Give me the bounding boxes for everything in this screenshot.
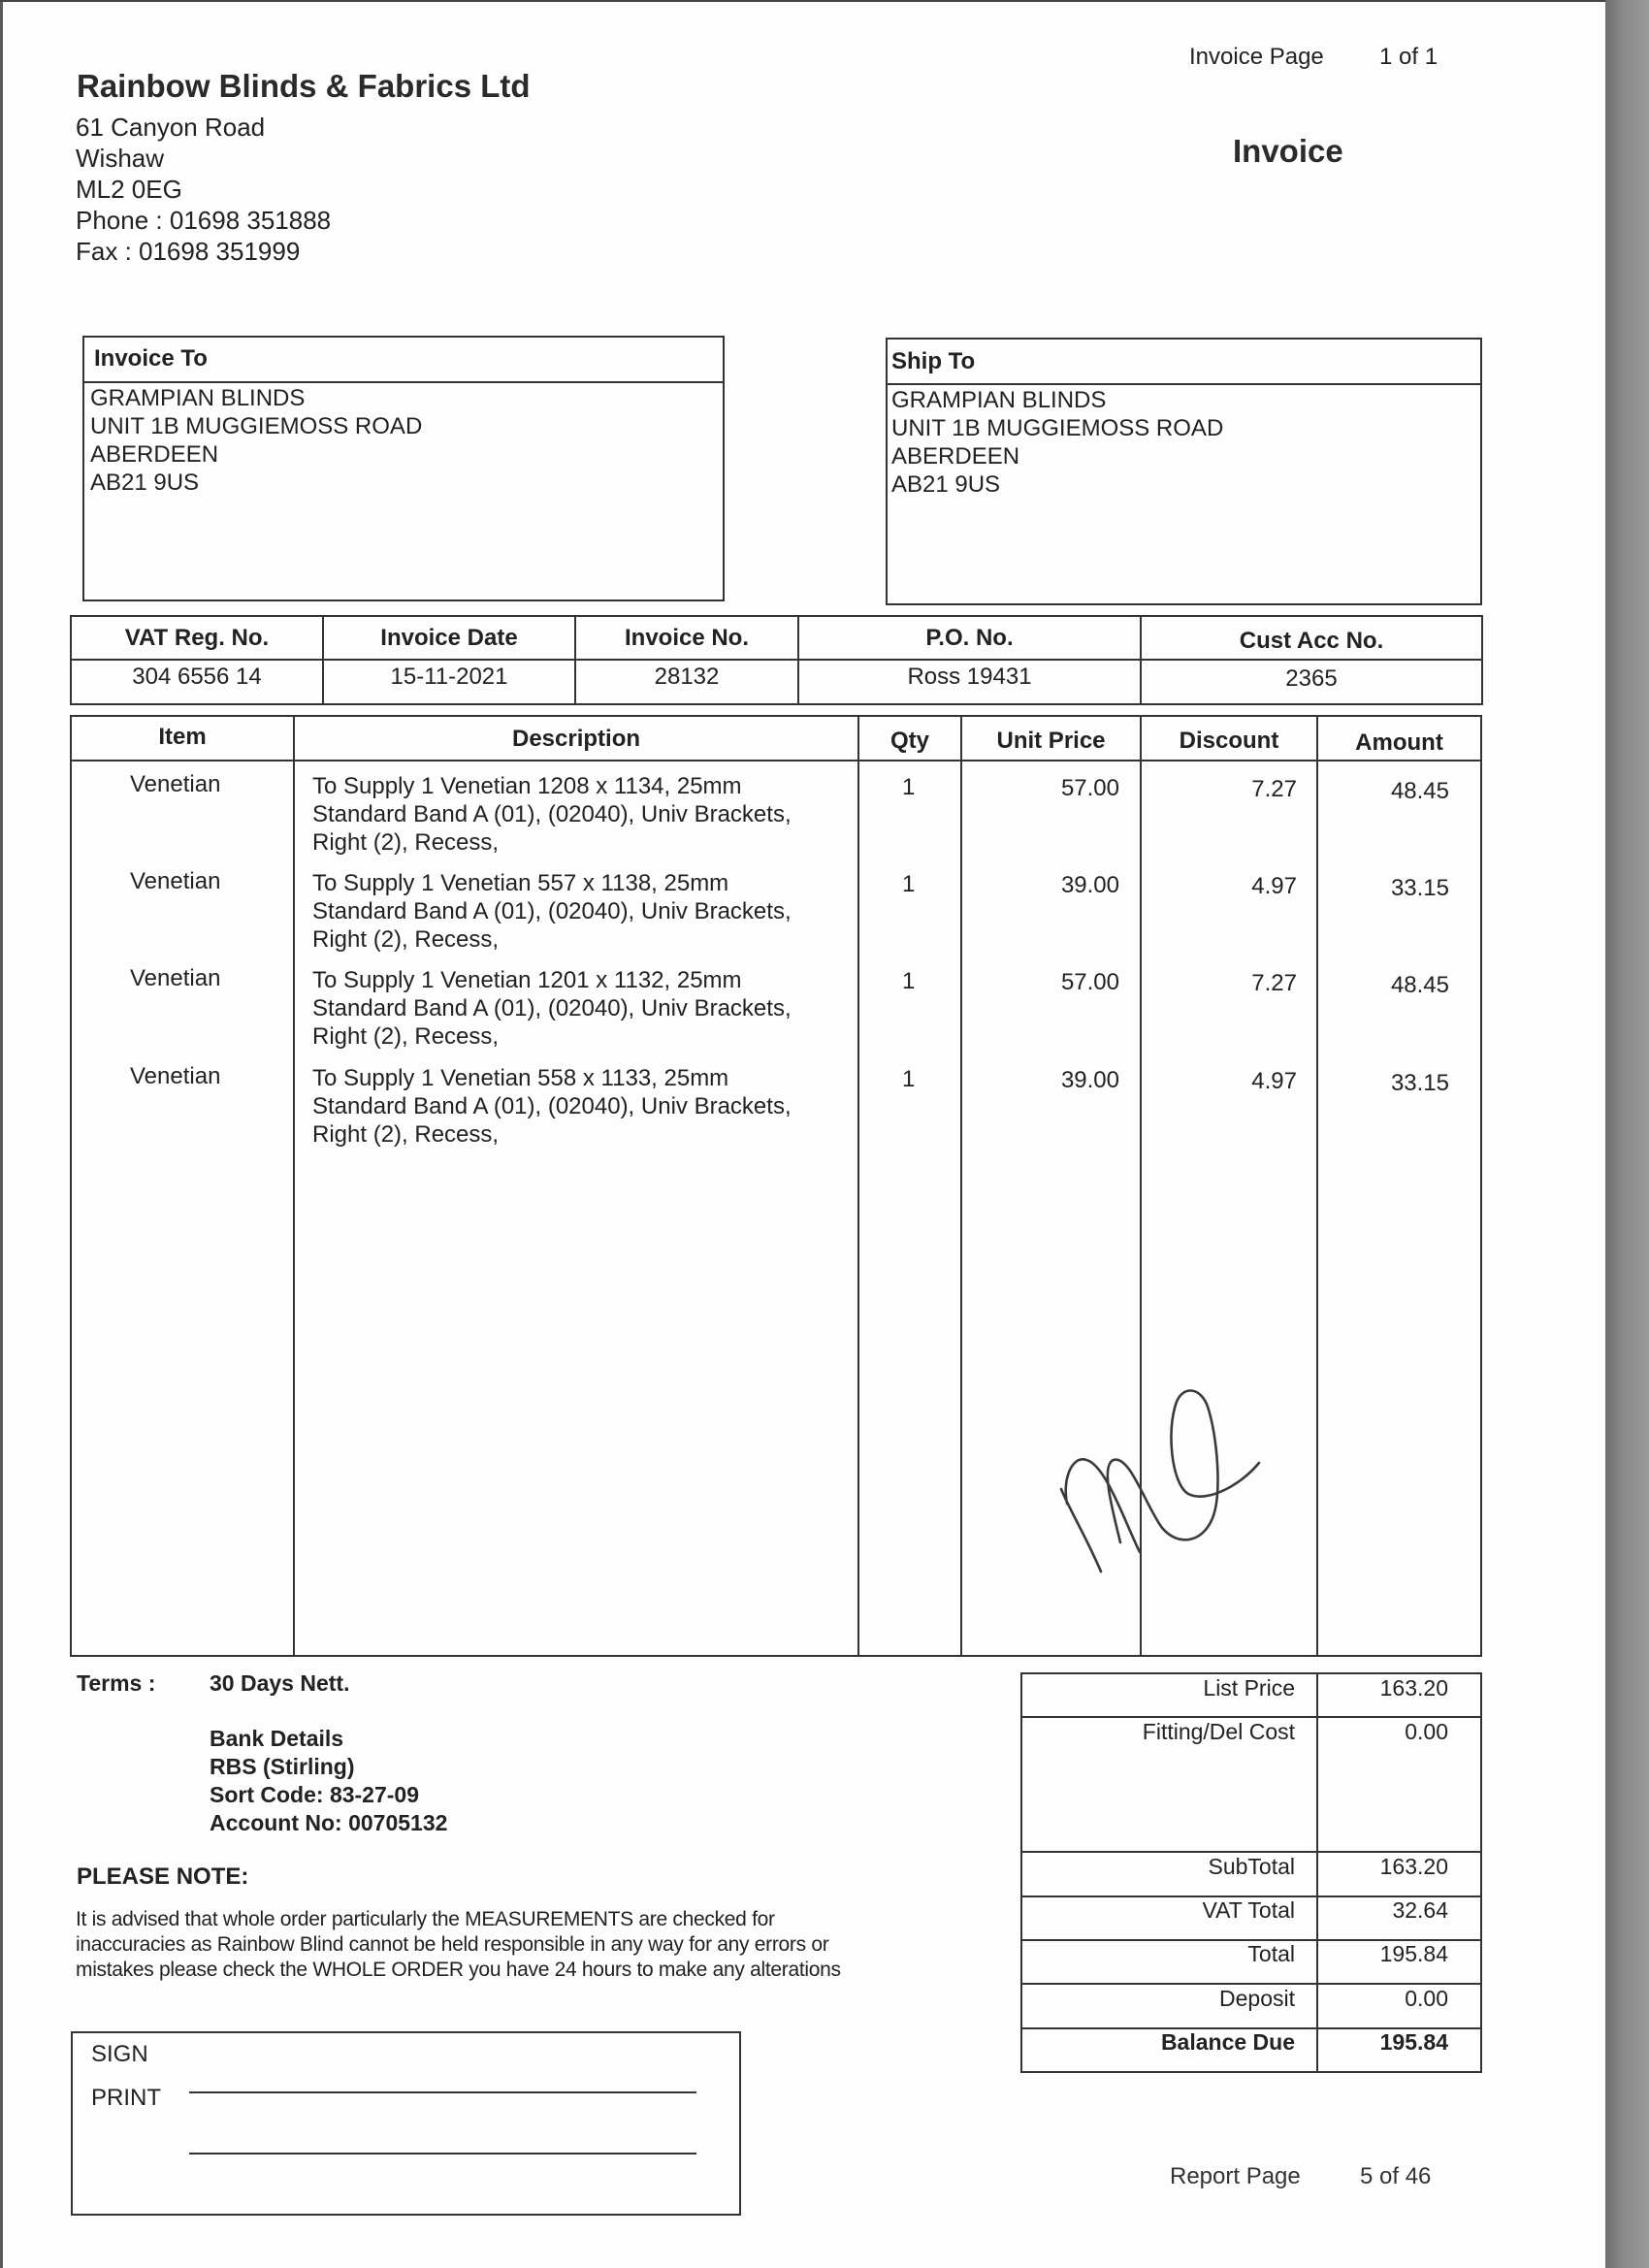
note-line: mistakes please check the WHOLE ORDER you have 24 hours to make any alterations (76, 1959, 841, 1981)
ship-to-line: AB21 9US (891, 471, 1001, 498)
bank-details-heading: Bank Details (210, 1726, 344, 1751)
subtotal-label: SubTotal (1208, 1854, 1295, 1879)
item-description (312, 869, 792, 954)
account-number: Account No: 00705132 (210, 1810, 448, 1835)
handwritten-signature (1048, 1348, 1261, 1581)
invoice-to-line: GRAMPIAN BLINDS (90, 385, 306, 411)
header-invoice-date: Invoice Date (323, 616, 575, 660)
description-line: Standard Band A (01), (02040), Univ Brackets, (312, 1093, 792, 1119)
item-discount: 4.97 (1251, 873, 1297, 899)
description-line: Standard Band A (01), (02040), Univ Brackets, (312, 898, 792, 924)
item-name: Venetian (130, 965, 221, 991)
item-discount: 4.97 (1251, 1068, 1297, 1094)
column-divider (857, 715, 859, 1657)
print-field[interactable] (189, 2153, 696, 2155)
totals-row-line (1020, 1716, 1482, 1718)
header-cust-acc-no: Cust Acc No. (1141, 616, 1482, 660)
vat-reg-no: 304 6556 14 (71, 660, 323, 704)
bank-details (210, 1725, 447, 1837)
invoice-page-label: Invoice Page (1189, 44, 1324, 70)
items-header-divider (70, 760, 1482, 761)
invoice-no: 28132 (575, 660, 798, 704)
total-label: Total (1247, 1941, 1295, 1966)
cust-acc-no: 2365 (1141, 660, 1482, 704)
scan-edge-right (1605, 0, 1649, 2268)
header-qty: Qty (889, 728, 929, 754)
item-qty: 1 (902, 968, 916, 994)
column-divider (1316, 715, 1318, 1657)
fitting-del-cost-value: 0.00 (1405, 1719, 1448, 1744)
ship-to-box (886, 338, 1482, 605)
description-line: Right (2), Recess, (312, 926, 500, 953)
sort-code: Sort Code: 83-27-09 (210, 1782, 420, 1807)
balance-due-value: 195.84 (1379, 2029, 1448, 2055)
please-note-body (76, 1907, 841, 1983)
terms-label: Terms : (77, 1670, 156, 1696)
invoice-to-line: ABERDEEN (90, 441, 219, 468)
subtotal-value: 163.20 (1379, 1854, 1448, 1879)
invoice-to-heading: Invoice To (84, 338, 723, 383)
sign-label: SIGN (91, 2041, 148, 2067)
please-note-heading: PLEASE NOTE: (77, 1863, 249, 1890)
item-name: Venetian (130, 868, 221, 894)
company-fax: Fax : 01698 351999 (76, 237, 301, 266)
sign-field[interactable] (189, 2091, 696, 2093)
ship-to-address (891, 386, 1223, 499)
company-name: Rainbow Blinds & Fabrics Ltd (77, 68, 531, 104)
scan-edge-left (0, 0, 3, 2268)
description-line: To Supply 1 Venetian 1201 x 1132, 25mm (312, 967, 742, 993)
header-vat-reg-no: VAT Reg. No. (71, 616, 323, 660)
balance-due-label: Balance Due (1160, 2029, 1295, 2055)
item-qty: 1 (902, 774, 916, 800)
ship-to-line: ABERDEEN (891, 443, 1020, 470)
report-page-label: Report Page (1170, 2163, 1301, 2189)
deposit-value: 0.00 (1405, 1986, 1448, 2011)
item-discount: 7.27 (1251, 776, 1297, 802)
signature-stroke (1061, 1391, 1259, 1571)
invoice-to-line: AB21 9US (90, 470, 200, 496)
fitting-del-cost-label: Fitting/Del Cost (1142, 1719, 1295, 1744)
po-no: Ross 19431 (798, 660, 1141, 704)
note-line: inaccuracies as Rainbow Blind cannot be held responsible in any way for any errors or (76, 1933, 829, 1956)
header-unit-price: Unit Price (996, 728, 1106, 754)
item-description (312, 966, 792, 1051)
report-page-value: 5 of 46 (1360, 2163, 1432, 2189)
description-line: To Supply 1 Venetian 1208 x 1134, 25mm (312, 773, 742, 799)
scan-edge-top (0, 0, 1605, 2)
terms-value: 30 Days Nett. (210, 1670, 350, 1696)
ship-to-line: GRAMPIAN BLINDS (891, 387, 1107, 413)
signoff-box (71, 2031, 741, 2216)
vat-total-value: 32.64 (1392, 1897, 1448, 1923)
company-address-line: Wishaw (76, 144, 165, 173)
header-description: Description (511, 726, 641, 752)
item-discount: 7.27 (1251, 970, 1297, 996)
item-amount: 48.45 (1390, 972, 1449, 998)
bank-name: RBS (Stirling) (210, 1754, 355, 1779)
description-line: Standard Band A (01), (02040), Univ Brackets, (312, 995, 792, 1021)
invoice-date: 15-11-2021 (323, 660, 575, 704)
print-label: PRINT (91, 2085, 161, 2111)
item-description (312, 1064, 792, 1149)
list-price-value: 163.20 (1379, 1675, 1448, 1701)
item-unit-price: 39.00 (1060, 1067, 1119, 1093)
item-unit-price: 57.00 (1060, 969, 1119, 995)
company-phone: Phone : 01698 351888 (76, 206, 332, 235)
item-name: Venetian (130, 771, 221, 797)
vat-total-label: VAT Total (1202, 1897, 1295, 1923)
invoice-to-address (90, 384, 422, 497)
description-line: Standard Band A (01), (02040), Univ Brackets, (312, 801, 792, 827)
document-title: Invoice (1233, 133, 1343, 169)
column-divider (293, 715, 295, 1657)
item-qty: 1 (902, 1066, 916, 1092)
invoice-to-box (82, 336, 725, 601)
company-address-line: ML2 0EG (76, 175, 182, 204)
ship-to-line: UNIT 1B MUGGIEMOSS ROAD (891, 415, 1224, 441)
item-amount: 48.45 (1390, 778, 1449, 804)
item-name: Venetian (130, 1063, 221, 1089)
description-line: Right (2), Recess, (312, 829, 500, 856)
column-divider (960, 715, 962, 1657)
totals-divider (1316, 1672, 1318, 2073)
note-line: It is advised that whole order particularly the MEASUREMENTS are checked for (76, 1908, 775, 1930)
invoice-page-value: 1 of 1 (1379, 44, 1439, 70)
list-price-label: List Price (1203, 1675, 1295, 1701)
item-description (312, 772, 792, 857)
description-line: To Supply 1 Venetian 557 x 1138, 25mm (312, 870, 729, 896)
totals-row-line (1020, 1983, 1482, 1985)
company-address (76, 112, 331, 267)
ship-to-heading: Ship To (888, 340, 1480, 385)
header-item: Item (158, 724, 207, 750)
description-line: Right (2), Recess, (312, 1121, 500, 1148)
invoice-info-table (70, 615, 1483, 705)
header-invoice-no: Invoice No. (575, 616, 798, 660)
item-unit-price: 57.00 (1060, 775, 1119, 801)
company-address-line: 61 Canyon Road (76, 113, 266, 142)
header-po-no: P.O. No. (798, 616, 1141, 660)
item-qty: 1 (902, 871, 916, 897)
header-discount: Discount (1179, 728, 1279, 754)
deposit-label: Deposit (1219, 1986, 1295, 2011)
item-unit-price: 39.00 (1060, 872, 1119, 898)
item-amount: 33.15 (1390, 875, 1449, 901)
description-line: Right (2), Recess, (312, 1023, 500, 1050)
totals-row-line (1020, 1851, 1482, 1853)
invoice-to-line: UNIT 1B MUGGIEMOSS ROAD (90, 413, 423, 439)
item-amount: 33.15 (1390, 1070, 1449, 1096)
total-value: 195.84 (1379, 1941, 1448, 1966)
header-amount: Amount (1355, 729, 1443, 756)
description-line: To Supply 1 Venetian 558 x 1133, 25mm (312, 1065, 729, 1091)
